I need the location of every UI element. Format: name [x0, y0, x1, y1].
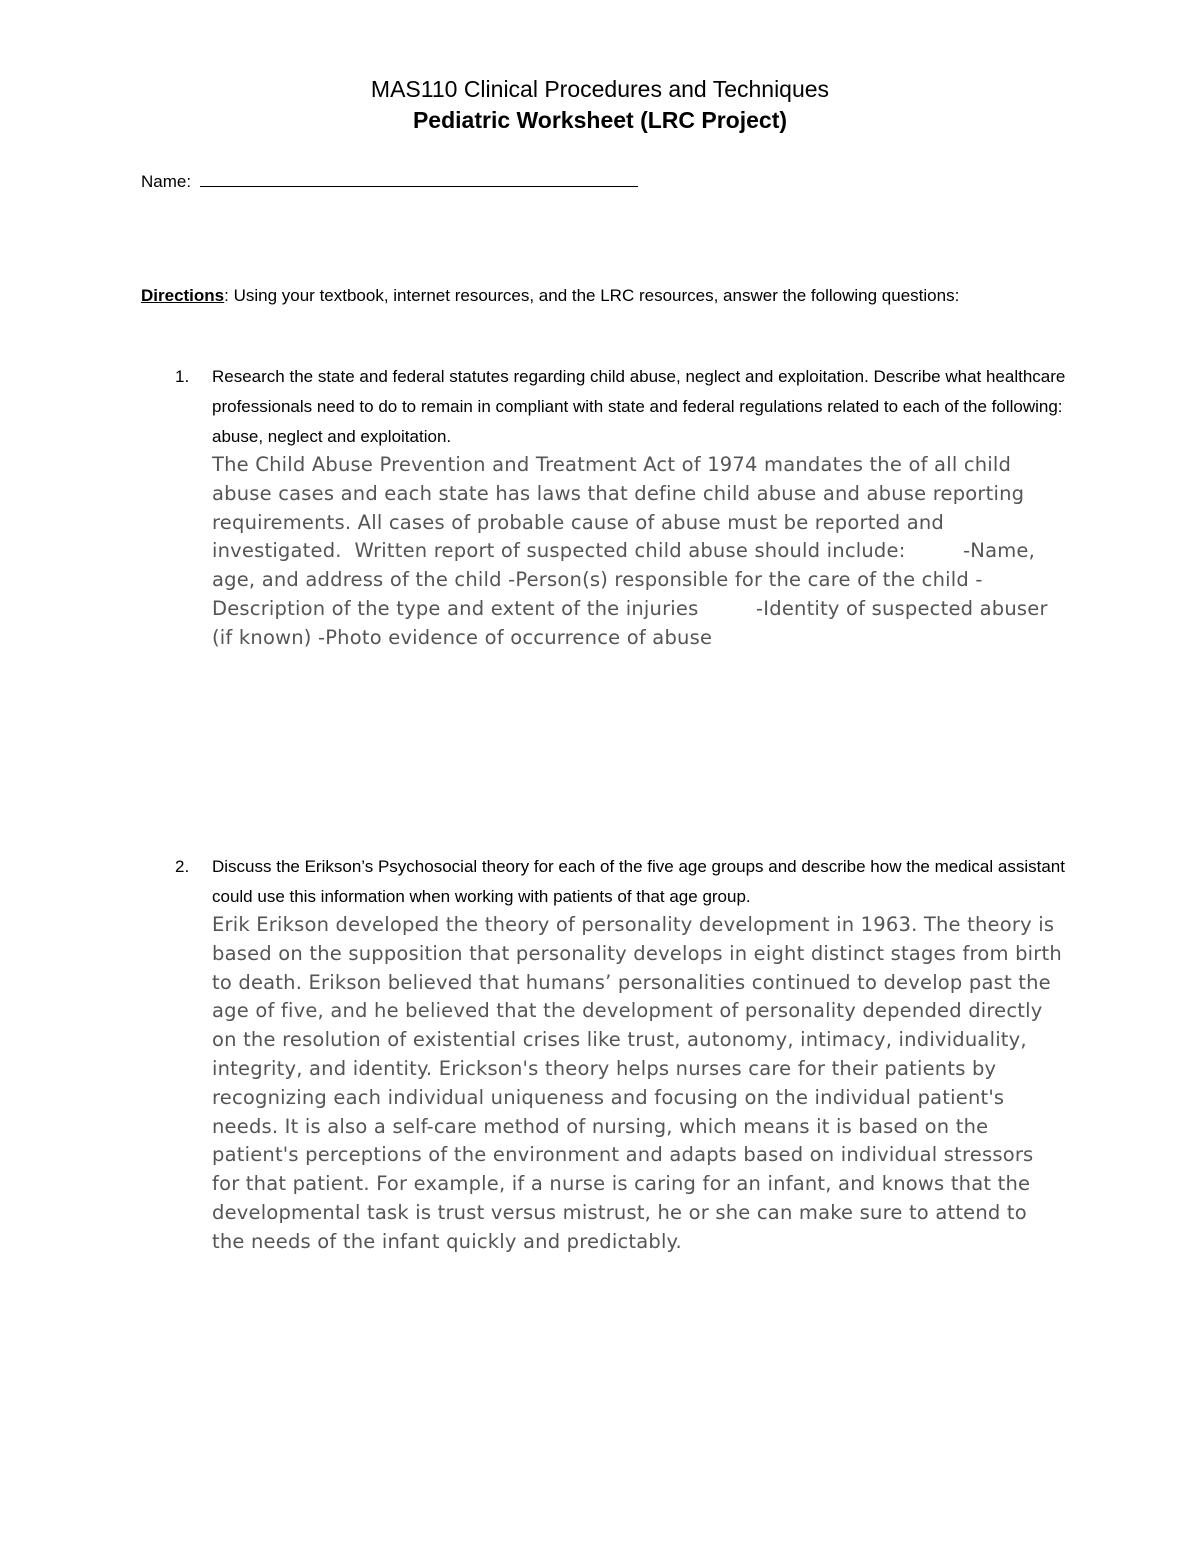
question-number: 2. [175, 857, 190, 876]
directions-text: : Using your textbook, internet resources, and the LRC resources, answer the following questions: [224, 286, 960, 305]
question-answer: Erik Erikson developed the theory of personality development in 1963. The theory is based on the supposition that personality develops in eight distinct stages from birth to death. Erikson believed that humans’ personalities continued to develop past the age of five, and he believed that the development of personality depended directly on the resolution of existential crises like trust, autonomy, intimacy, individuality, integrity, and identity. Erickson's theory helps nurses care for their patients by recognizing each individual uniqueness and focusing on the individual patient's needs. It is also a self-care method of nursing, which means it is based on the patient's perceptions of the environment and adapts based on individual stressors for that patient. For example, if a nurse is caring for an infant, and knows that the developmental task is trust versus mistrust, he or she can make sure to attend to the needs of the infant quickly and predictably. [212, 913, 1069, 1253]
document-header [0, 74, 1200, 136]
question-prompt: Research the state and federal statutes regarding child abuse, neglect and exploitation. Describe what healthcare professionals need to do to remain in compliant with state and federal regulations related to each of the following: abuse, neglect and exploitation. [212, 367, 1066, 446]
question-answer: The Child Abuse Prevention and Treatment Act of 1974 mandates the of all child abuse cases and each state has laws that define child abuse and abuse reporting requirements. All cases of probable cause of abuse must be reported and investigated. Written report of suspected child abuse should include: -Name, age, and address of the child -Person(s) responsible for the care of the child -Description of the type and extent of the injuries -Identity of suspected abuser (if known) -Photo evidence of occurrence of abuse [212, 453, 1055, 649]
directions-label: Directions [141, 286, 225, 305]
document-subtitle: Pediatric Worksheet (LRC Project) [412, 107, 788, 133]
name-blank-line[interactable] [200, 168, 638, 187]
name-field [141, 168, 638, 194]
document-title: MAS110 Clinical Procedures and Techniques [370, 76, 830, 102]
question-item [141, 362, 1081, 653]
name-label: Name: [141, 172, 192, 191]
question-prompt: Discuss the Erikson’s Psychosocial theory for each of the five age groups and describe how the medical assistant could use this information when working with patients of that age group. [212, 857, 1065, 906]
question-number: 1. [175, 367, 190, 386]
question-item [141, 852, 1081, 1257]
directions-paragraph [141, 280, 1041, 311]
